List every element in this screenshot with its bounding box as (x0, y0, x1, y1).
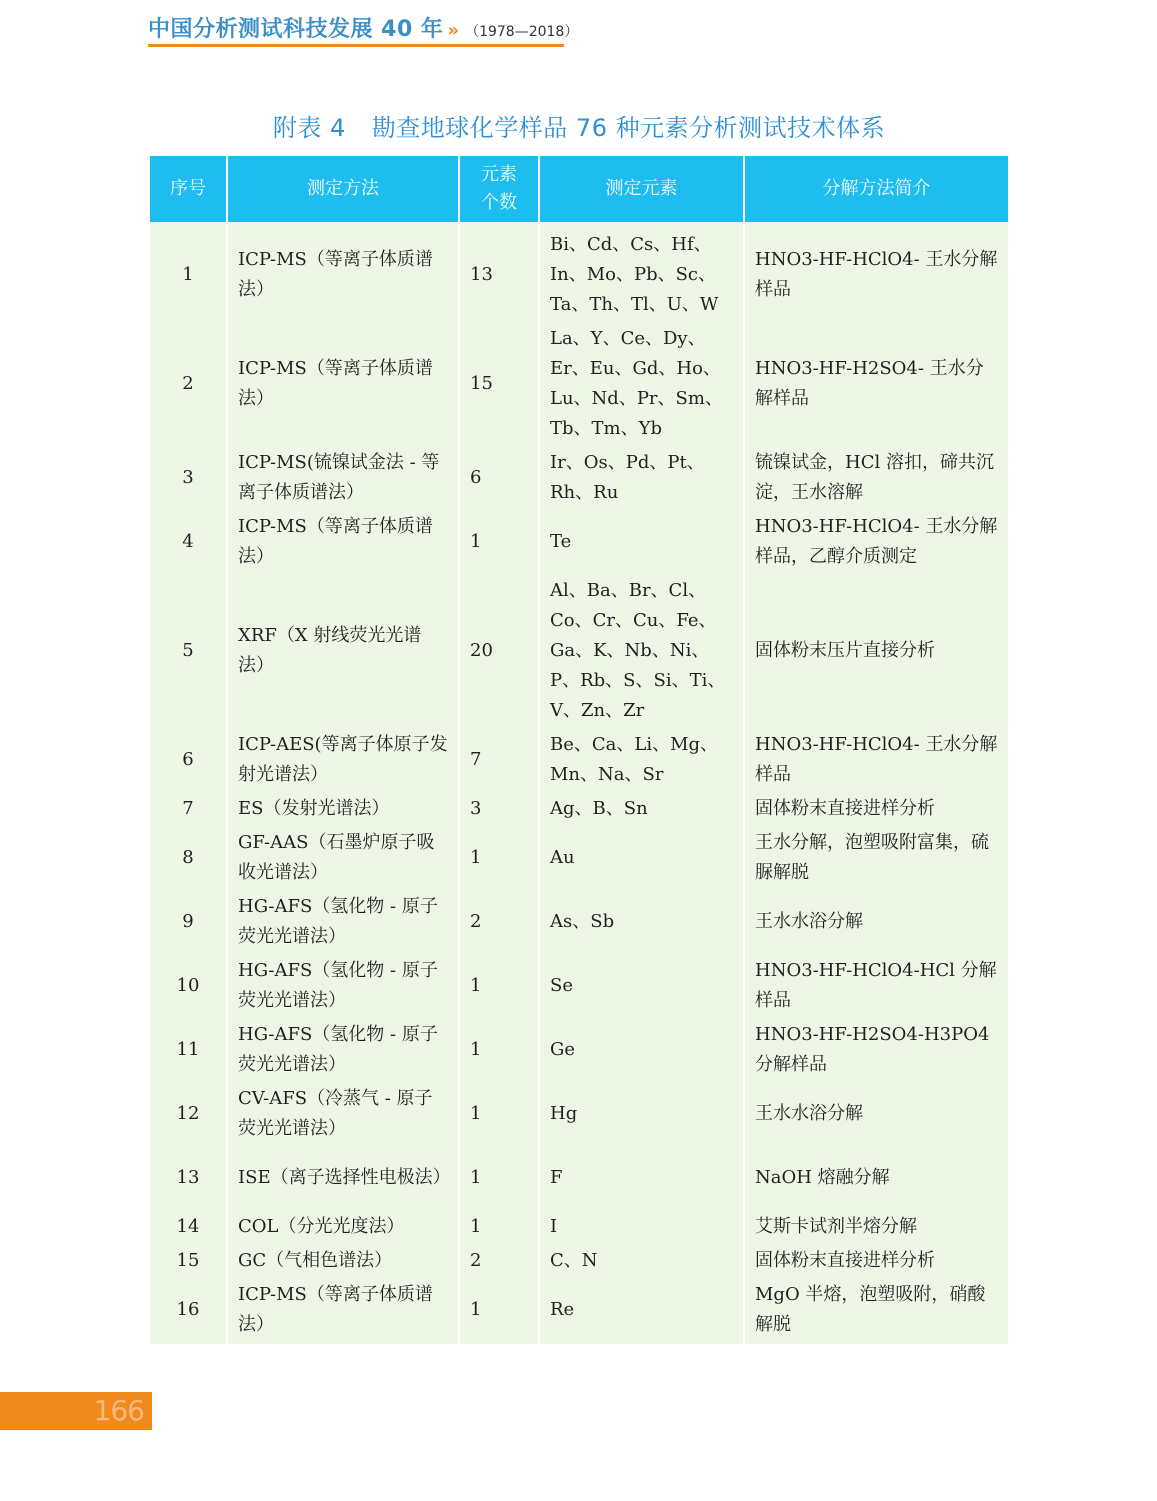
cell-elements: Bi、Cd、Cs、Hf、In、Mo、Pb、Sc、Ta、Th、Tl、U、W (540, 222, 745, 322)
cell-method: GF-AAS（石墨炉原子吸收光谱法） (228, 826, 460, 890)
table-row (150, 1082, 1008, 1146)
table-row (150, 890, 1008, 954)
cell-decomposition: HNO3-HF-HClO4- 王水分解样品 (745, 222, 1008, 322)
cell-no: 11 (150, 1018, 228, 1082)
cell-count: 1 (460, 954, 540, 1018)
cell-no: 2 (150, 322, 228, 446)
header-no: 序号 (150, 156, 228, 222)
cell-elements: Au (540, 826, 745, 890)
table-row (150, 1018, 1008, 1082)
cell-no: 5 (150, 574, 228, 728)
table-row (150, 510, 1008, 574)
cell-decomposition: 艾斯卡试剂半熔分解 (745, 1210, 1008, 1244)
header-method: 测定方法 (228, 156, 460, 222)
table-row (150, 1146, 1008, 1210)
cell-method: ICP-AES(等离子体原子发射光谱法） (228, 728, 460, 792)
cell-method: ICP-MS(锍镍试金法 - 等离子体质谱法） (228, 446, 460, 510)
cell-elements: Al、Ba、Br、Cl、Co、Cr、Cu、Fe、Ga、K、Nb、Ni、P、Rb、S、Si、Ti、V、Zn、Zr (540, 574, 745, 728)
table-row (150, 1210, 1008, 1244)
cell-no: 9 (150, 890, 228, 954)
page-number-tab (0, 1392, 152, 1430)
cell-decomposition: HNO3-HF-H2SO4- 王水分解样品 (745, 322, 1008, 446)
table-number: 附表 4 (272, 114, 346, 142)
cell-decomposition: NaOH 熔融分解 (745, 1146, 1008, 1210)
header-elements: 测定元素 (540, 156, 745, 222)
cell-method: HG-AFS（氢化物 - 原子荧光光谱法） (228, 954, 460, 1018)
cell-decomposition: 王水水浴分解 (745, 890, 1008, 954)
cell-decomposition: MgO 半熔，泡塑吸附，硝酸解脱 (745, 1278, 1008, 1344)
cell-decomposition: 王水水浴分解 (745, 1082, 1008, 1146)
cell-elements: Ag、B、Sn (540, 792, 745, 826)
table-row (150, 1244, 1008, 1278)
table-row (150, 446, 1008, 510)
cell-no: 10 (150, 954, 228, 1018)
cell-decomposition: 锍镍试金，HCl 溶扣，碲共沉淀，王水溶解 (745, 446, 1008, 510)
cell-count: 20 (460, 574, 540, 728)
cell-count: 7 (460, 728, 540, 792)
header-count (460, 156, 540, 222)
cell-decomposition: HNO3-HF-H2SO4-H3PO4 分解样品 (745, 1018, 1008, 1082)
double-chevron-icon: » (447, 20, 460, 41)
cell-no: 12 (150, 1082, 228, 1146)
table-row (150, 574, 1008, 728)
page-number: 166 (93, 1394, 144, 1427)
table-row (150, 1278, 1008, 1344)
cell-method: ICP-MS（等离子体质谱法） (228, 1278, 460, 1344)
cell-elements: F (540, 1146, 745, 1210)
cell-decomposition: 王水分解，泡塑吸附富集，硫脲解脱 (745, 826, 1008, 890)
cell-count: 1 (460, 1210, 540, 1244)
running-header (148, 12, 578, 42)
cell-no: 1 (150, 222, 228, 322)
cell-count: 13 (460, 222, 540, 322)
table-row (150, 222, 1008, 322)
cell-method: ICP-MS（等离子体质谱法） (228, 322, 460, 446)
cell-no: 16 (150, 1278, 228, 1344)
cell-decomposition: HNO3-HF-HClO4-HCl 分解样品 (745, 954, 1008, 1018)
cell-method: GC（气相色谱法） (228, 1244, 460, 1278)
table-row (150, 792, 1008, 826)
cell-method: ICP-MS（等离子体质谱法） (228, 222, 460, 322)
table-title-text: 勘查地球化学样品 76 种元素分析测试技术体系 (371, 114, 886, 142)
cell-decomposition: HNO3-HF-HClO4- 王水分解样品，乙醇介质测定 (745, 510, 1008, 574)
cell-decomposition: 固体粉末直接进样分析 (745, 1244, 1008, 1278)
cell-elements: Se (540, 954, 745, 1018)
cell-no: 6 (150, 728, 228, 792)
cell-method: HG-AFS（氢化物 - 原子荧光光谱法） (228, 1018, 460, 1082)
cell-elements: Re (540, 1278, 745, 1344)
cell-count: 1 (460, 1082, 540, 1146)
cell-elements: Hg (540, 1082, 745, 1146)
cell-decomposition: HNO3-HF-HClO4- 王水分解样品 (745, 728, 1008, 792)
cell-no: 7 (150, 792, 228, 826)
cell-count: 1 (460, 1146, 540, 1210)
table-header-row (150, 156, 1008, 222)
header-decomposition: 分解方法简介 (745, 156, 1008, 222)
cell-method: COL（分光光度法） (228, 1210, 460, 1244)
year-range: （1978—2018） (465, 24, 579, 40)
cell-count: 3 (460, 792, 540, 826)
table-row (150, 954, 1008, 1018)
cell-decomposition: 固体粉末压片直接分析 (745, 574, 1008, 728)
cell-count: 1 (460, 1018, 540, 1082)
cell-elements: Ir、Os、Pd、Pt、Rh、Ru (540, 446, 745, 510)
cell-elements: La、Y、Ce、Dy、Er、Eu、Gd、Ho、Lu、Nd、Pr、Sm、Tb、Tm、Yb (540, 322, 745, 446)
cell-count: 1 (460, 1278, 540, 1344)
table-body (150, 222, 1008, 1344)
table-row (150, 826, 1008, 890)
cell-method: CV-AFS（冷蒸气 - 原子荧光光谱法） (228, 1082, 460, 1146)
cell-count: 1 (460, 826, 540, 890)
cell-no: 3 (150, 446, 228, 510)
cell-no: 8 (150, 826, 228, 890)
cell-elements: Te (540, 510, 745, 574)
cell-count: 2 (460, 890, 540, 954)
cell-no: 4 (150, 510, 228, 574)
cell-count: 2 (460, 1244, 540, 1278)
table-caption (150, 108, 1008, 143)
cell-no: 15 (150, 1244, 228, 1278)
cell-method: ES（发射光谱法） (228, 792, 460, 826)
cell-no: 14 (150, 1210, 228, 1244)
cell-decomposition: 固体粉末直接进样分析 (745, 792, 1008, 826)
cell-method: XRF（X 射线荧光光谱法） (228, 574, 460, 728)
table-row (150, 322, 1008, 446)
cell-elements: Ge (540, 1018, 745, 1082)
cell-method: HG-AFS（氢化物 - 原子荧光光谱法） (228, 890, 460, 954)
cell-method: ISE（离子选择性电极法） (228, 1146, 460, 1210)
cell-count: 6 (460, 446, 540, 510)
cell-elements: As、Sb (540, 890, 745, 954)
header-rule (148, 44, 564, 47)
book-title: 中国分析测试科技发展 40 年 (148, 17, 444, 42)
element-analysis-table (150, 156, 1008, 1344)
cell-elements: I (540, 1210, 745, 1244)
cell-count: 15 (460, 322, 540, 446)
cell-no: 13 (150, 1146, 228, 1210)
table-row (150, 728, 1008, 792)
header-count-line1: 元素 (481, 164, 517, 185)
cell-count: 1 (460, 510, 540, 574)
cell-elements: Be、Ca、Li、Mg、Mn、Na、Sr (540, 728, 745, 792)
cell-elements: C、N (540, 1244, 745, 1278)
cell-method: ICP-MS（等离子体质谱法） (228, 510, 460, 574)
header-count-line2: 个数 (481, 192, 517, 213)
